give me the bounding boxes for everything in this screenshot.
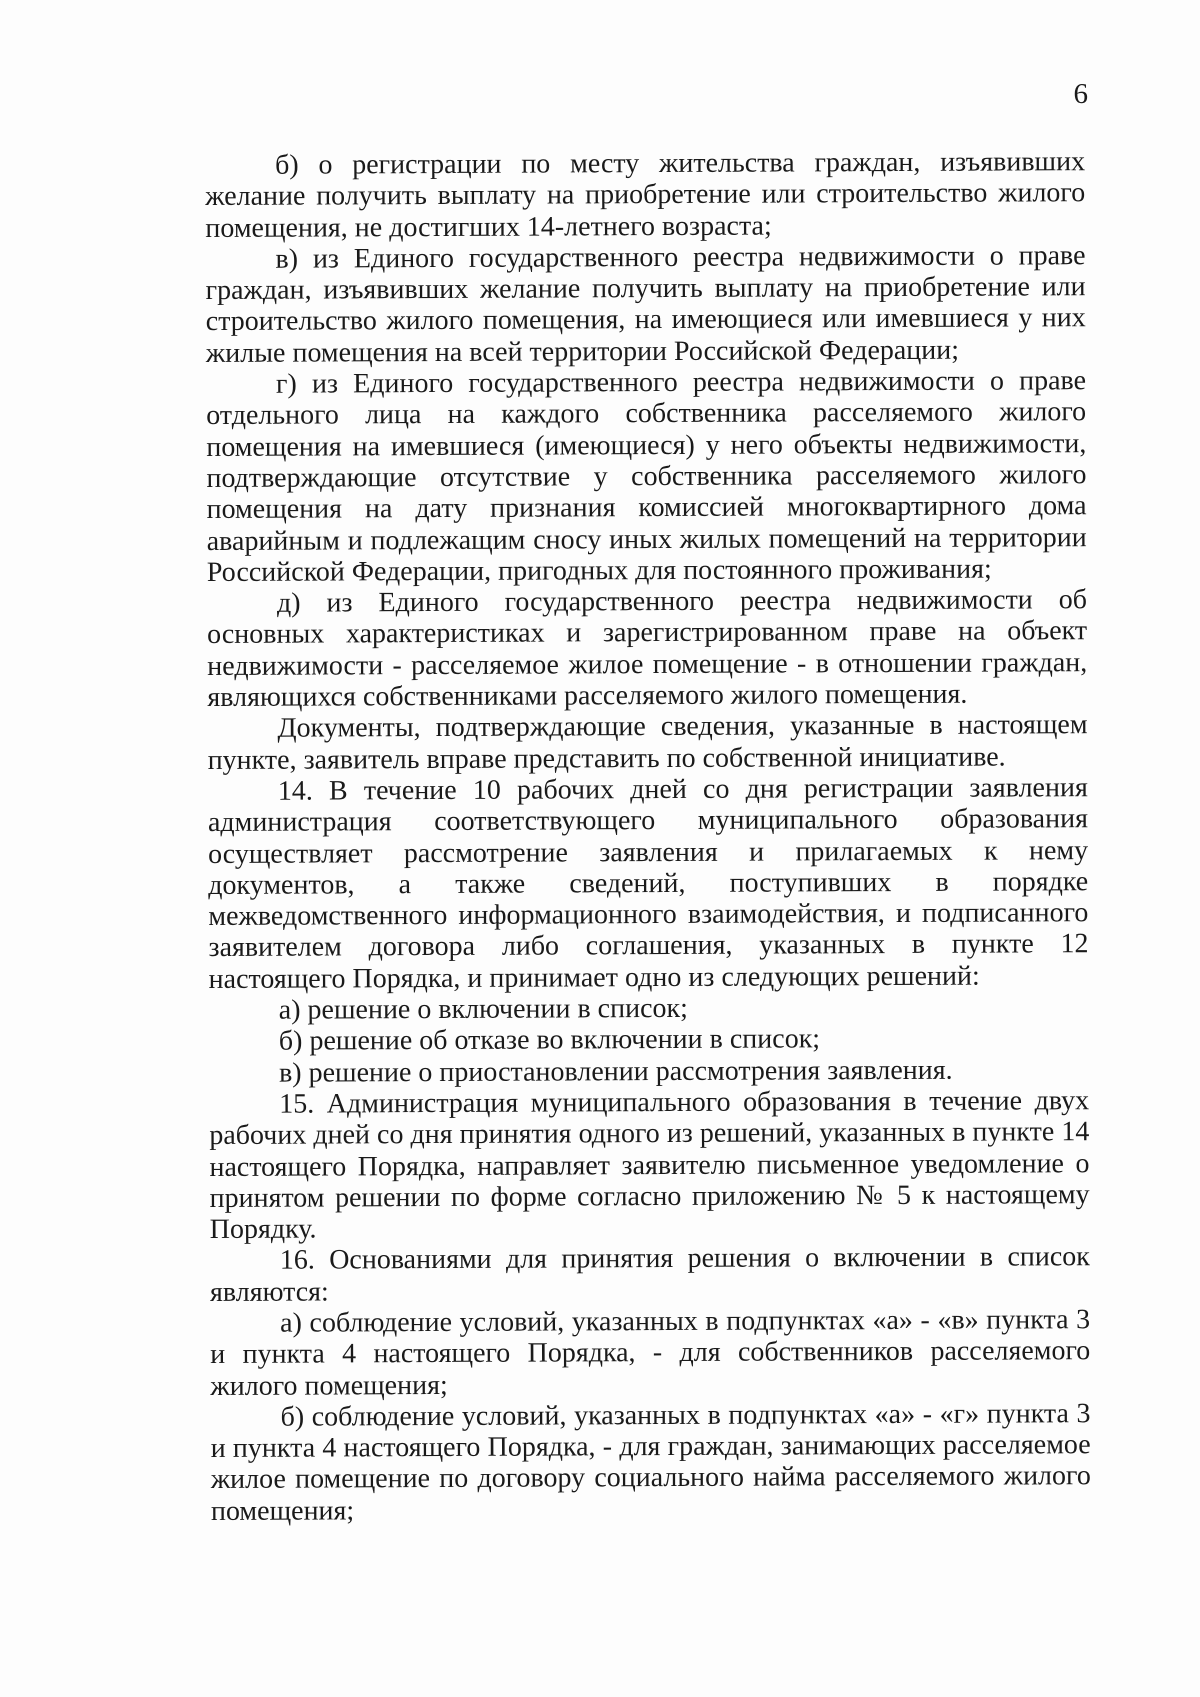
document-body <box>205 146 1091 1527</box>
paragraph-16b: б) соблюдение условий, указанных в подпунктах «а» - «г» пункта 3 и пункта 4 настоящего Порядка, - для граждан, занимающих расселяемое жилое помещение по договору социального найма расселяемого жилого помещения; <box>210 1398 1091 1527</box>
paragraph-13d: д) из Единого государственного реестра недвижимости об основных характеристиках и зарегистрированном праве на объект недвижимости - расселяемое жилое помещение - в отношении граждан, являющихся собственниками расселяемого жилого помещения. <box>207 584 1088 714</box>
paragraph-13-documents: Документы, подтверждающие сведения, указанные в настоящем пункте, заявитель вправе представить по собственной инициативе. <box>207 709 1088 776</box>
paragraph-13v: в) из Единого государственного реестра недвижимости о праве граждан, изъявивших желание получить выплату на приобретение или строительство жилого помещения, на имеющиеся или имевшиеся у них жилые помещения на всей территории Российской Федерации; <box>205 240 1086 369</box>
paragraph-14v: в) решение о приостановлении рассмотрения заявления. <box>278 1054 953 1089</box>
paragraph-15: 15. Администрация муниципального образования в течение двух рабочих дней со дня принятия одного из решений, указанных в пункте 14 настоящего Порядка, направляет заявителю письменное уведомление о принятом решении по форме согласно приложению № 5 к настоящему Порядку. <box>209 1085 1090 1246</box>
page-number: 6 <box>1073 78 1088 110</box>
paragraph-14a: а) решение о включении в список; <box>278 992 688 1026</box>
paragraph-16: 16. Основаниями для принятия решения о включении в список являются: <box>209 1241 1090 1308</box>
paragraph-14: 14. В течение 10 рабочих дней со дня регистрации заявления администрация соответствующего муниципального образования осуществляет рассмотрение заявления и прилагаемых к нему документов, а также сведений, поступивших в порядке межведомственного информационного взаимодействия, и подписанного заявителем договора либо соглашения, указанных в пункте 12 настоящего Порядка, и принимает одно из следующих решений: <box>207 772 1089 995</box>
paragraph-13b: б) о регистрации по месту жительства граждан, изъявивших желание получить выплату на приобретение или строительство жилого помещения, не достигших 14-летнего возраста; <box>205 146 1086 244</box>
paragraph-14b: б) решение об отказе во включении в список; <box>278 1023 821 1057</box>
paragraph-16a: а) соблюдение условий, указанных в подпунктах «а» - «в» пункта 3 и пункта 4 настоящего Порядка, - для собственников расселяемого жилого помещения; <box>210 1304 1091 1402</box>
paragraph-13g: г) из Единого государственного реестра недвижимости о праве отдельного лица на каждого собственника расселяемого жилого помещения на имевшиеся (имеющиеся) у него объекты недвижимости, подтверждающие отсутствие у собственника расселяемого жилого помещения на дату признания комиссией многоквартирного дома аварийным и подлежащим сносу иных жилых помещений на территории Российской Федерации, пригодных для постоянного проживания; <box>206 365 1087 588</box>
